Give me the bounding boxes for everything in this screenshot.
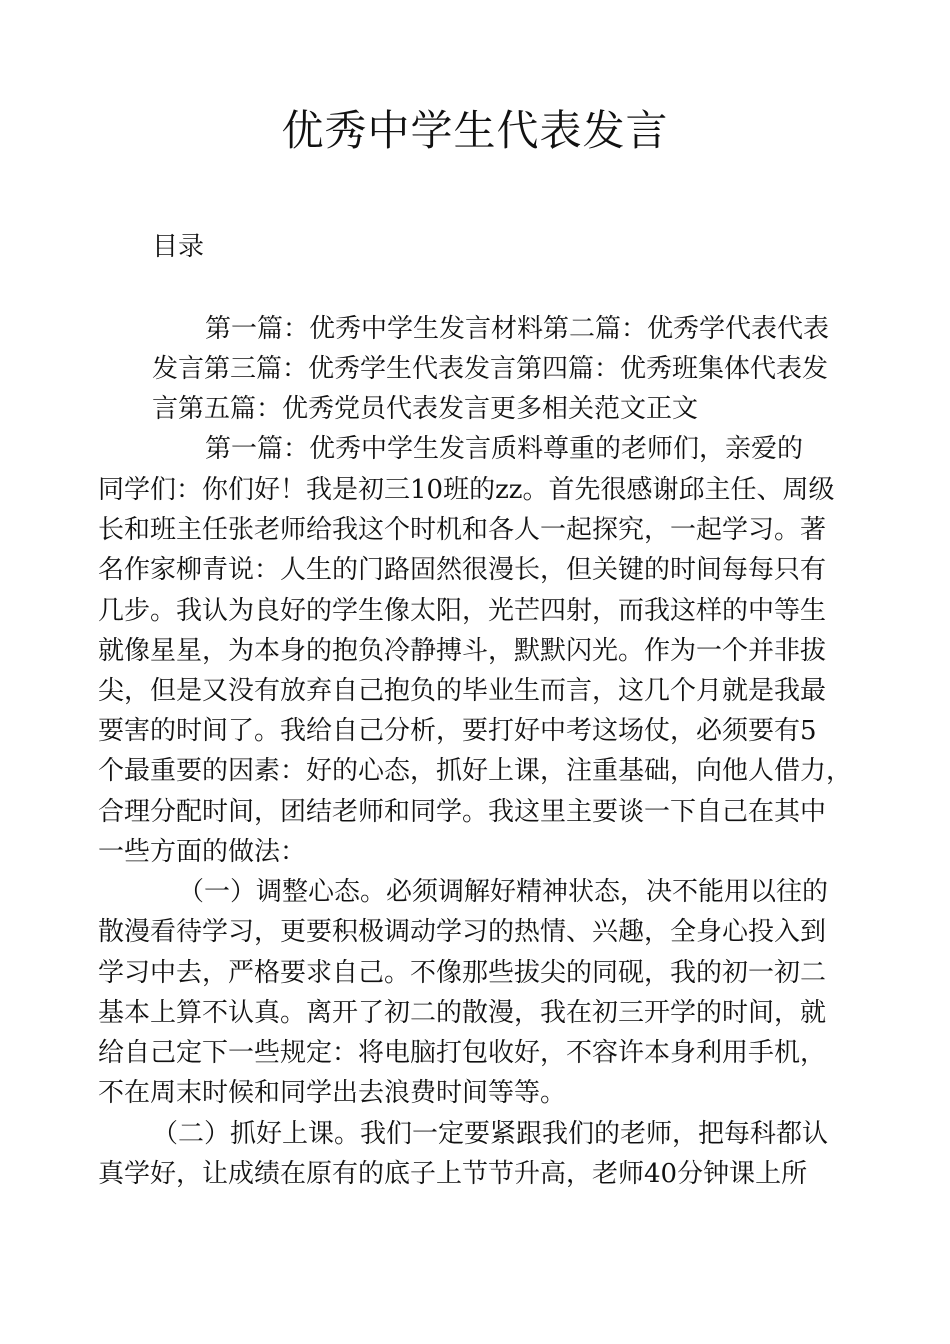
body-line-9: 个最重要的因素：好的心态，抓好上课，注重基础，向他人借力， bbox=[98, 756, 853, 786]
toc-line-1: 第一篇：优秀中学生发言材料第二篇：优秀学代表代表 bbox=[205, 314, 830, 344]
body-line-14: 学习中去，严格要求自己。不像那些拔尖的同砚，我的初一初二 bbox=[98, 958, 827, 988]
body-line-1: 第一篇：优秀中学生发言质料尊重的老师们，亲爱的 bbox=[205, 434, 804, 464]
body-line-13: 散漫看待学习，更要积极调动学习的热情、兴趣，全身心投入到 bbox=[98, 917, 827, 947]
document-title: 优秀中学生代表发言 bbox=[281, 106, 669, 155]
body-line-5: 几步。我认为良好的学生像太阳，光芒四射，而我这样的中等生 bbox=[98, 596, 827, 626]
toc-line-2: 发言第三篇：优秀学生代表发言第四篇：优秀班集体代表发 bbox=[152, 354, 829, 384]
body-line-15: 基本上算不认真。离开了初二的散漫，我在初三开学的时间，就 bbox=[98, 998, 827, 1028]
toc-heading: 目录 bbox=[152, 232, 205, 262]
body-line-11: 一些方面的做法： bbox=[98, 837, 307, 867]
body-line-8: 要害的时间了。我给自己分析，要打好中考这场仗，必须要有5 bbox=[98, 716, 817, 746]
body-line-19: 真学好，让成绩在原有的底子上节节升高，老师40分钟课上所 bbox=[98, 1159, 808, 1189]
body-line-6: 就像星星，为本身的抱负冷静搏斗，默默闪光。作为一个并非拔 bbox=[98, 636, 827, 666]
body-line-2: 同学们：你们好！我是初三10班的zz。首先很感谢邱主任、周级 bbox=[98, 475, 835, 505]
body-line-18: （二）抓好上课。我们一定要紧跟我们的老师，把每科都认 bbox=[152, 1119, 829, 1149]
body-line-12: （一）调整心态。必须调解好精神状态，决不能用以往的 bbox=[178, 877, 829, 907]
toc-line-3: 言第五篇：优秀党员代表发言更多相关范文正文 bbox=[152, 394, 699, 424]
body-line-7: 尖，但是又没有放弃自己抱负的毕业生而言，这几个月就是我最 bbox=[98, 676, 827, 706]
body-line-16: 给自己定下一些规定：将电脑打包收好，不容许本身利用手机， bbox=[98, 1038, 827, 1068]
body-line-3: 长和班主任张老师给我这个时机和各人一起探究，一起学习。著 bbox=[98, 515, 827, 545]
body-line-4: 名作家柳青说：人生的门路固然很漫长，但关键的时间每每只有 bbox=[98, 555, 827, 585]
body-line-17: 不在周末时候和同学出去浪费时间等等。 bbox=[98, 1078, 567, 1108]
body-line-10: 合理分配时间，团结老师和同学。我这里主要谈一下自己在其中 bbox=[98, 797, 827, 827]
